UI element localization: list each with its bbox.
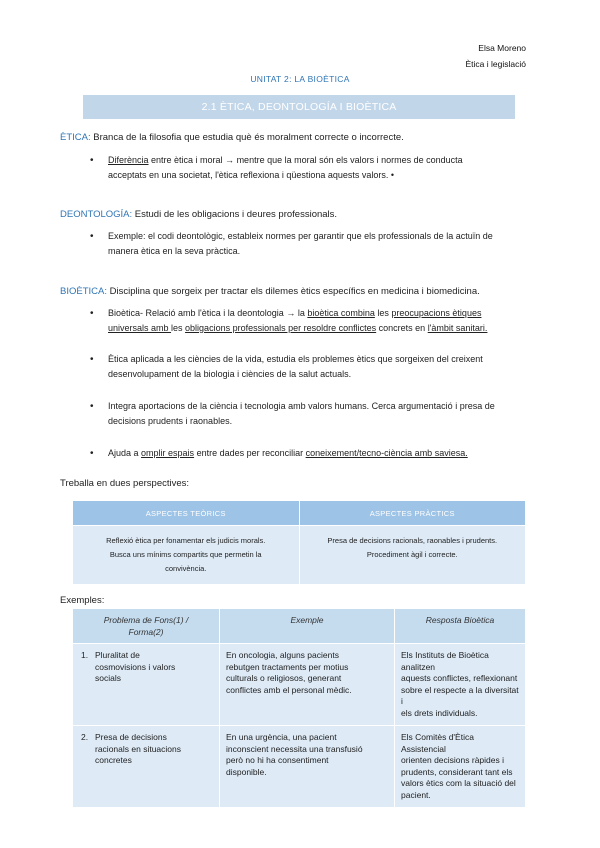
section-title: 2.1 ÈTICA, DEONTOLOGÍA I BIOÈTICA: [83, 95, 515, 119]
table-cell: Els Comitès d'Ètica Assistencial orienten decisions ràpides i prudents, considerant tant els valors ètics com la situació del pacient.: [395, 726, 526, 808]
table-cell: En una urgència, una pacient inconscient necessita una transfusió però no hi ha consentiment disponible.: [220, 726, 395, 808]
course-name: Ètica i legislació: [465, 59, 526, 69]
deontologia-term: DEONTOLOGÍA:: [60, 209, 133, 220]
deontologia-bullets: [90, 229, 530, 259]
table-header: Problema de Fons(1) / Forma(2): [73, 609, 220, 644]
perspectives-intro: Treballa en dues perspectives:: [60, 478, 190, 489]
etica-term: ÈTICA:: [60, 132, 91, 143]
list-item: • Integra aportacions de la ciència i tecnologia amb valors humans. Cerca argumentació i presa de decisions prudents i raonables.: [90, 399, 530, 429]
examples-table: [72, 608, 526, 808]
etica-definition: ÈTICA: Branca de la filosofia que estudia què és moralment correcte o incorrecte.: [60, 132, 404, 143]
list-item: • Ajuda a omplir espais entre dades per reconciliar coneixement/tecno-ciència amb saviesa.: [90, 446, 530, 461]
list-item: • Exemple: el codi deontològic, estableix normes per garantir que els professionals de la actuïn de manera ètica en la seva pràctica.: [90, 229, 530, 259]
bioetica-definition: BIOÈTICA: Disciplina que sorgeix per tractar els dilemes ètics específics en medicina i biomedicina.: [60, 286, 480, 297]
table-cell: Els Instituts de Bioètica analitzen aquests conflictes, reflexionant sobre el respecte a la diversitat i els drets individuals.: [395, 644, 526, 726]
table-cell: 2. Presa de decisions racionals en situacions concretes: [73, 726, 220, 808]
table-cell: Presa de decisions racionals, raonables i prudents. Procediment àgil i correcte.: [299, 526, 526, 585]
table-header: Resposta Bioètica: [395, 609, 526, 644]
table-cell: En oncologia, alguns pacients rebutgen tractaments per motius culturals o religiosos, generant conflictes amb el personal mèdic.: [220, 644, 395, 726]
author-name: Elsa Moreno: [478, 43, 526, 53]
list-item: • Bioètica- Relació amb l'ètica i la deontologia → la bioètica combina les preocupacions ètiques universals amb les obligacions professionals per resoldre conflictes concrets en l'àmbit sanitari.: [90, 306, 530, 336]
etica-bullets: [90, 153, 530, 183]
table-header: Exemple: [220, 609, 395, 644]
perspectives-table: [72, 500, 526, 585]
table-cell: Reflexió ètica per fonamentar els judicis morals. Busca uns mínims compartits que permetin la convivència.: [73, 526, 300, 585]
list-item: • Diferència entre ètica i moral → mentre que la moral són els valors i normes de conducta acceptats en una societat, l'ètica reflexiona i qüestiona aquests valors. •: [90, 153, 530, 183]
page-header: [466, 40, 526, 72]
bioetica-bullets: [90, 306, 530, 461]
table-cell: 1. Pluralitat de cosmovisions i valors socials: [73, 644, 220, 726]
table-header: ASPECTES TEÒRICS: [73, 501, 300, 526]
table-row: [73, 644, 526, 726]
list-item: • Ètica aplicada a les ciències de la vida, estudia els problemes ètics que sorgeixen del creixent desenvolupament de la biologia i ciències de la salut actuals.: [90, 352, 530, 382]
deontologia-definition: DEONTOLOGÍA: Estudi de les obligacions i deures professionals.: [60, 209, 338, 220]
examples-intro: Exemples:: [60, 595, 105, 606]
table-row: [73, 726, 526, 808]
table-header: ASPECTES PRÀCTICS: [299, 501, 526, 526]
bioetica-term: BIOÈTICA:: [60, 286, 107, 297]
unit-title: UNITAT 2: LA BIOÈTICA: [250, 74, 350, 84]
